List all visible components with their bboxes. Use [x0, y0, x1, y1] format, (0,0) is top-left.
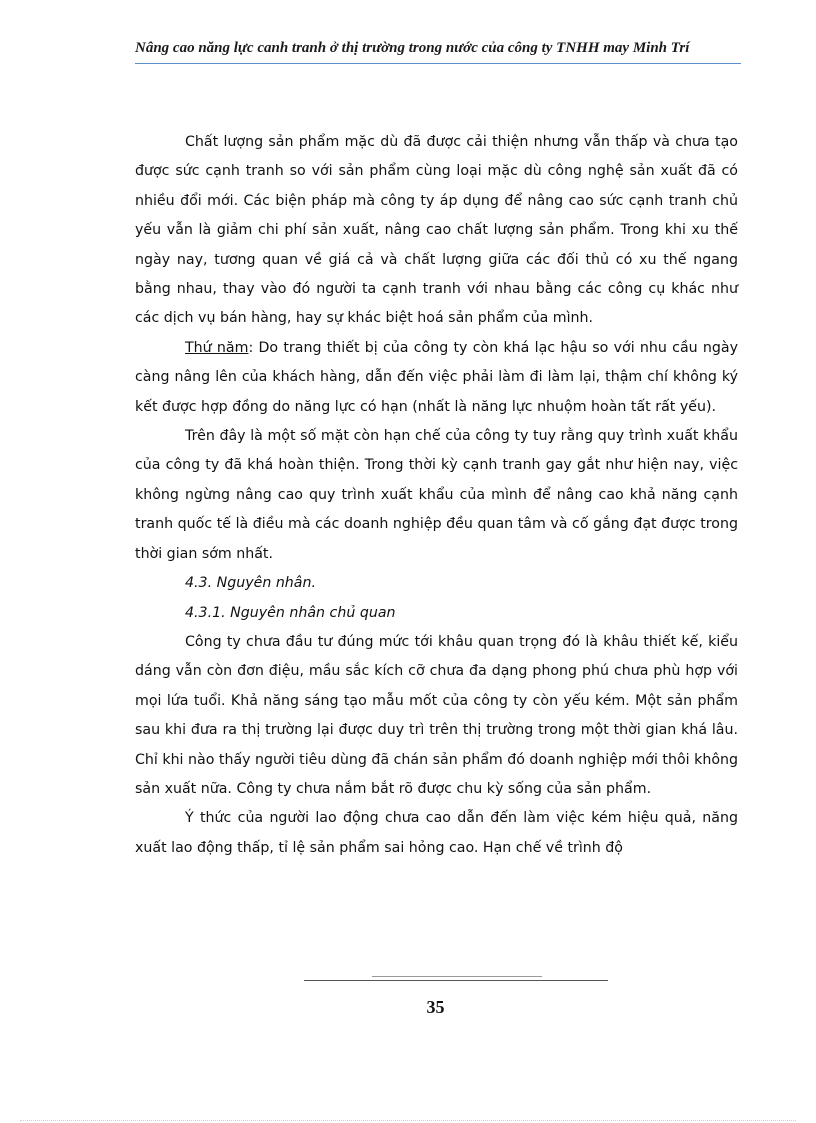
- body-paragraph: Chất lượng sản phẩm mặc dù đã được cải thiện nhưng vẫn thấp và chưa tạo được sức cạnh tranh so với sản phẩm cùng loại mặc dù công nghệ sản xuất đã có nhiều đổi mới. Các biện pháp mà công ty áp dụng để nâng cao sức cạnh tranh chủ yếu vẫn là giảm chi phí sản xuất, nâng cao chất lượng sản phẩm. Trong khi xu thế ngày nay, tương quan về giá cả và chất lượng giữa các đối thủ có xu thế ngang bằng nhau, thay vào đó người ta cạnh tranh với nhau bằng các công cụ khác như các dịch vụ bán hàng, hay sự khác biệt hoá sản phẩm của mình.: [135, 134, 738, 327]
- footer-divider-short: [372, 976, 542, 977]
- running-header: Nâng cao năng lực canh tranh ở thị trường trong nước của công ty TNHH may Minh Trí: [135, 40, 690, 56]
- body-paragraph: [135, 334, 738, 422]
- header-divider: [135, 63, 741, 64]
- body-paragraph: Ý thức của người lao động chưa cao dẫn đến làm việc kém hiệu quả, năng xuất lao động thấp, tỉ lệ sản phẩm sai hỏng cao. Hạn chế về trình độ: [135, 810, 738, 856]
- subsection-heading: 4.3.1. Nguyên nhân chủ quan: [185, 604, 396, 621]
- inline-label-underlined: Thứ năm: [185, 339, 249, 356]
- page-number: 35: [426, 997, 445, 1017]
- page-body: [135, 128, 738, 863]
- paragraph-text: : Do trang thiết bị của công ty còn khá lạc hậu so với nhu cầu ngày càng nâng lên của khách hàng, dẫn đến việc phải làm đi làm lại, thậm chí không ký kết được hợp đồng do năng lực có hạn (nhất là năng lực nhuộm hoàn tất rất yếu).: [135, 339, 738, 415]
- section-heading: 4.3. Nguyên nhân.: [185, 575, 316, 592]
- body-paragraph: Trên đây là một số mặt còn hạn chế của công ty tuy rằng quy trình xuất khẩu của công ty đã khá hoàn thiện. Trong thời kỳ cạnh tranh gay gắt như hiện nay, việc không ngừng nâng cao quy trình xuất khẩu của mình để nâng cao khả năng cạnh tranh quốc tế là điều mà các doanh nghiệp đều quan tâm và cố gắng đạt được trong thời gian sớm nhất.: [135, 428, 738, 562]
- body-paragraph: Công ty chưa đầu tư đúng mức tới khâu quan trọng đó là khâu thiết kế, kiểu dáng vẫn còn đơn điệu, mầu sắc kích cỡ chưa đa dạng phong phú chưa phù hợp với mọi lứa tuổi. Khả năng sáng tạo mẫu mốt của công ty còn yếu kém. Một sản phẩm sau khi đưa ra thị trường lại được duy trì trên thị trường trong một thời gian khá lâu. Chỉ khi nào thấy người tiêu dùng đã chán sản phẩm đó doanh nghiệp mới thôi không sản xuất nữa. Công ty chưa nắm bắt rõ được chu kỳ sống của sản phẩm.: [135, 633, 738, 797]
- page-edge-dotted-line: [20, 1120, 796, 1121]
- footer-divider: [304, 980, 608, 981]
